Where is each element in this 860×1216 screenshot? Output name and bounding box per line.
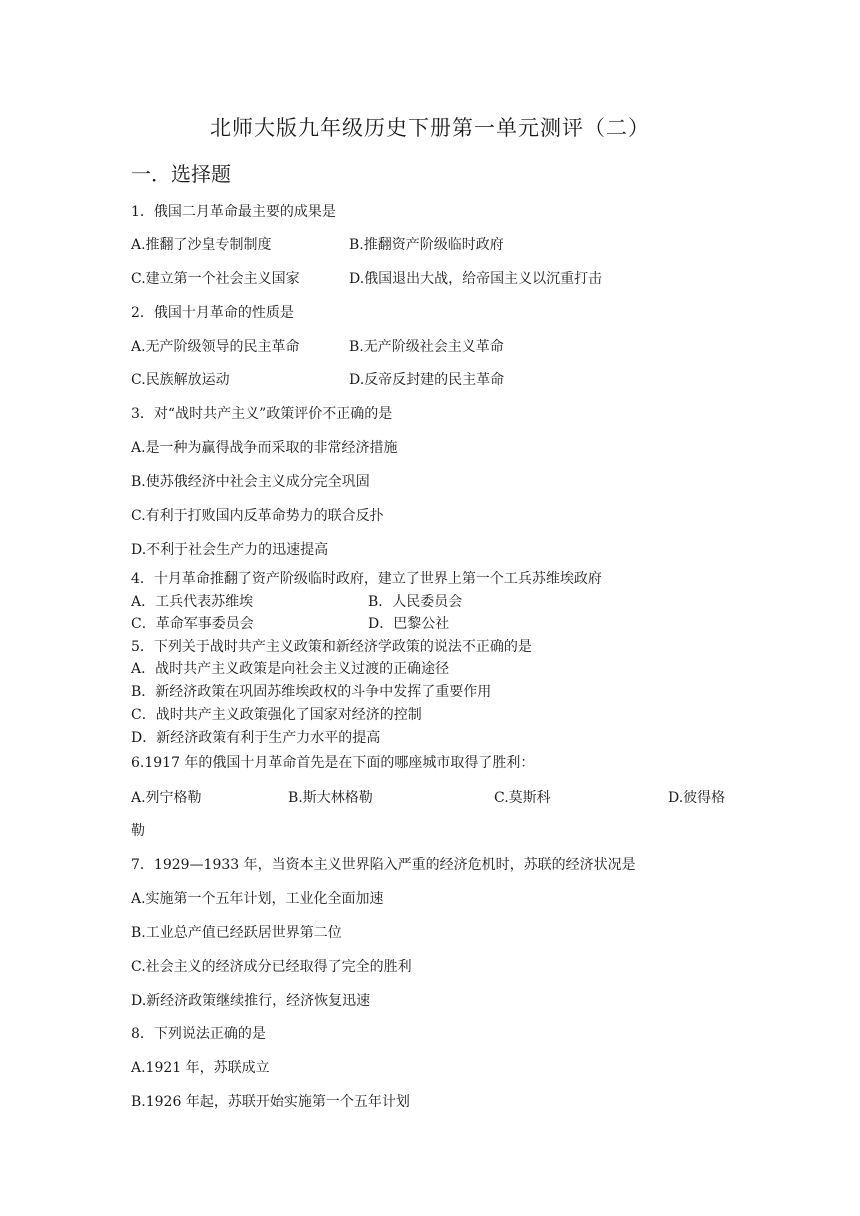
question-6-option-c: C.莫斯科 bbox=[494, 790, 551, 806]
question-4-option-c: C．革命军事委员会 bbox=[131, 616, 254, 632]
question-3-stem: 3．对“战时共产主义”政策评价不正确的是 bbox=[131, 406, 393, 422]
question-6-option-d: D.彼得格 bbox=[668, 790, 726, 806]
question-5-option-c: C．战时共产主义政策强化了国家对经济的控制 bbox=[131, 707, 422, 723]
question-7-option-c: C.社会主义的经济成分已经取得了完全的胜利 bbox=[131, 959, 412, 975]
question-5-option-b: B．新经济政策在巩固苏维埃政权的斗争中发挥了重要作用 bbox=[131, 684, 492, 700]
question-1-stem: 1．俄国二月革命最主要的成果是 bbox=[131, 204, 336, 220]
question-5-stem: 5．下列关于战时共产主义政策和新经济学政策的说法不正确的是 bbox=[131, 639, 532, 655]
question-8-option-a: A.1921 年，苏联成立 bbox=[131, 1060, 270, 1076]
question-7-option-b: B.工业总产值已经跃居世界第二位 bbox=[131, 925, 342, 941]
question-4-stem: 4．十月革命推翻了资产阶级临时政府，建立了世界上第一个工兵苏维埃政府 bbox=[131, 571, 602, 587]
question-6-option-a: A.列宁格勒 bbox=[131, 790, 202, 806]
question-4-option-d: D．巴黎公社 bbox=[368, 616, 450, 632]
question-1-option-c: C.建立第一个社会主义国家 bbox=[131, 271, 300, 287]
page-title: 北师大版九年级历史下册第一单元测评（二） bbox=[210, 116, 650, 140]
question-2-option-a: A.无产阶级领导的民主革命 bbox=[131, 339, 300, 355]
question-7-option-a: A.实施第一个五年计划，工业化全面加速 bbox=[131, 891, 384, 907]
question-7-option-d: D.新经济政策继续推行，经济恢复迅速 bbox=[131, 993, 371, 1009]
question-1-option-a: A.推翻了沙皇专制制度 bbox=[131, 237, 272, 253]
question-2-option-d: D.反帝反封建的民主革命 bbox=[349, 372, 505, 388]
question-5-option-a: A．战时共产主义政策是向社会主义过渡的正确途径 bbox=[131, 661, 450, 677]
question-1-option-b: B.推翻资产阶级临时政府 bbox=[349, 237, 504, 253]
question-3-option-a: A.是一种为赢得战争而采取的非常经济措施 bbox=[131, 440, 398, 456]
section-heading: 一．选择题 bbox=[131, 162, 231, 186]
question-2-option-c: C.民族解放运动 bbox=[131, 372, 230, 388]
question-3-option-d: D.不利于社会生产力的迅速提高 bbox=[131, 542, 329, 558]
question-4-option-a: A．工兵代表苏维埃 bbox=[131, 594, 254, 610]
question-2-option-b: B.无产阶级社会主义革命 bbox=[349, 339, 504, 355]
question-5-option-d: D．新经济政策有利于生产力水平的提高 bbox=[131, 730, 381, 746]
question-8-option-b: B.1926 年起，苏联开始实施第一个五年计划 bbox=[131, 1094, 410, 1110]
question-6-stem: 6.1917 年的俄国十月革命首先是在下面的哪座城市取得了胜利： bbox=[131, 755, 535, 771]
question-8-stem: 8．下列说法正确的是 bbox=[131, 1026, 266, 1042]
question-1-option-d: D.俄国退出大战，给帝国主义以沉重打击 bbox=[349, 271, 603, 287]
question-4-option-b: B．人民委员会 bbox=[368, 594, 463, 610]
question-6-option-b: B.斯大林格勒 bbox=[288, 790, 373, 806]
question-3-option-c: C.有利于打败国内反革命势力的联合反扑 bbox=[131, 508, 384, 524]
question-3-option-b: B.使苏俄经济中社会主义成分完全巩固 bbox=[131, 474, 370, 490]
question-2-stem: 2．俄国十月革命的性质是 bbox=[131, 305, 294, 321]
question-6-option-d-continued: 勒 bbox=[131, 823, 145, 839]
question-7-stem: 7．1929—1933 年，当资本主义世界陷入严重的经济危机时，苏联的经济状况是 bbox=[131, 857, 636, 873]
